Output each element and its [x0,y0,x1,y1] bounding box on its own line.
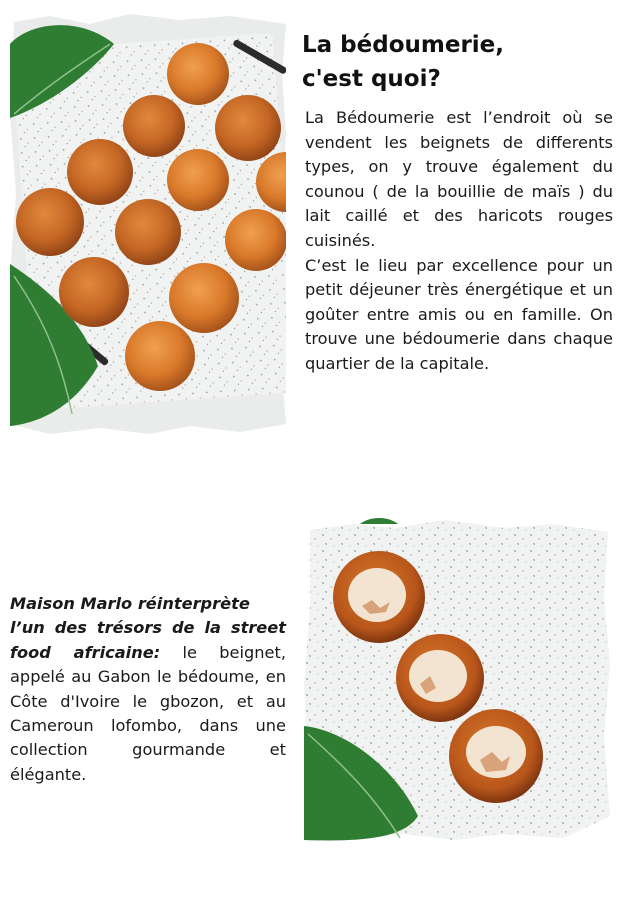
intro-text [305,106,613,377]
intro-paragraph-1: La Bédoumerie est l’endroit où se vendent les beignets de differents types, on y trouve également du counou ( de la bouillie de maïs ) du lait caillé et des haricots rouges cuisinés. [305,108,613,250]
glazed-beignets-photo [304,516,614,842]
highlight-colon: : [153,642,161,662]
plain-beignets-photo [10,14,286,436]
highlight-line-2: l’un des trésors de la street food africaine [10,618,286,662]
intro-paragraph-2: C’est le lieu par excellence pour un petit déjeuner très énergétique et un goûter entre amis ou en famille. On trouve une bédoumerie dans chaque quartier de la capitale. [305,255,613,373]
blurb-rest: le beignet, appelé au Gabon le bédoume, en Côte d'Ivoire le gbozon, et au Cameroun lofombo, dans une collection gourmande et élégante. [10,642,286,784]
highlight-line-1: Maison Marlo réinterprète [10,594,250,613]
maison-marlo-text [10,592,286,787]
title-line-2: c'est quoi? [302,66,441,92]
page-title [302,28,622,96]
title-line-1: La bédoumerie, [302,32,505,58]
